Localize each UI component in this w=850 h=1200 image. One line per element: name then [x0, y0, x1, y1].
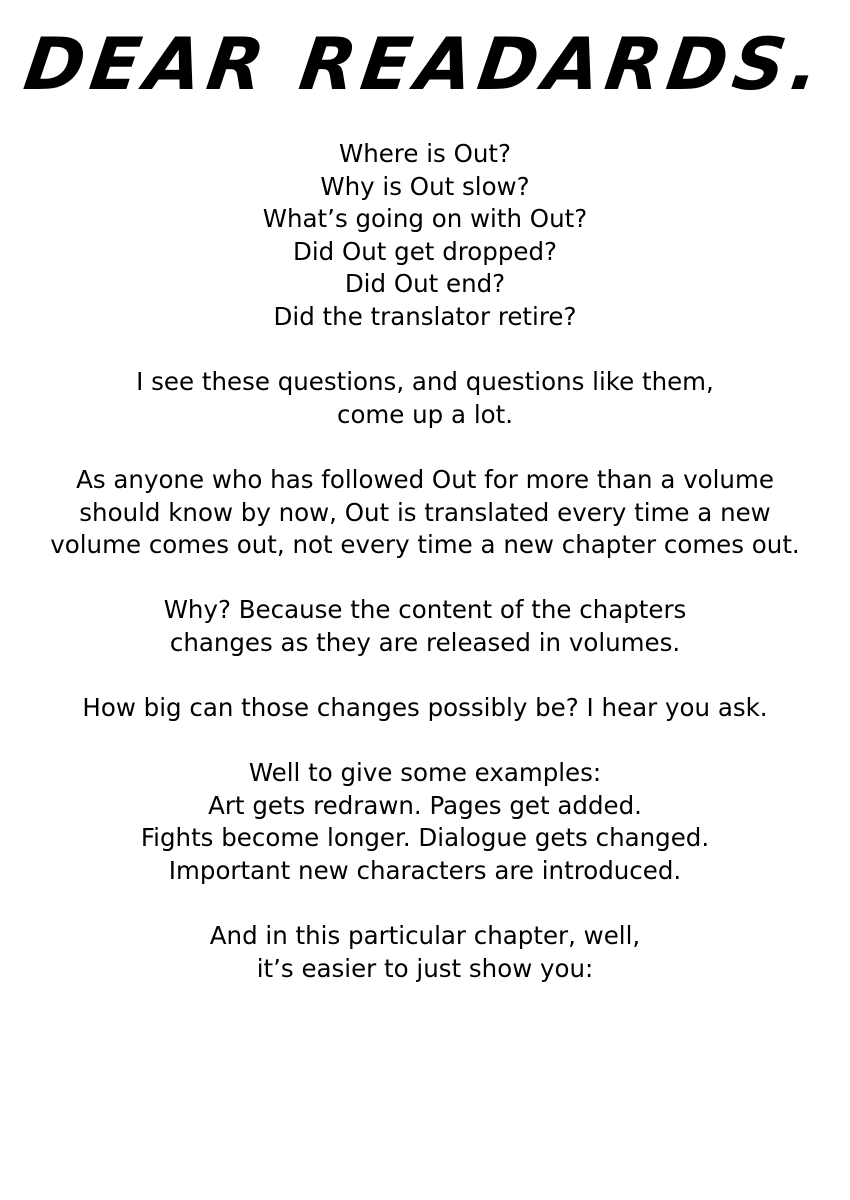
paragraph-explanation	[30, 464, 820, 562]
text-line: Did Out end?	[344, 269, 506, 299]
text-line: Well to give some examples:	[248, 758, 602, 788]
paragraph-closing	[30, 920, 820, 985]
text-line: changes as they are released in volumes.	[169, 627, 681, 657]
text-line: come up a lot.	[336, 399, 514, 429]
paragraph-question	[30, 692, 820, 725]
text-line: Fights become longer. Dialogue gets changed.	[140, 823, 710, 853]
text-line: I see these questions, and questions like them,	[136, 367, 714, 397]
paragraph-reason	[30, 594, 820, 659]
text-line: Important new characters are introduced.	[168, 856, 682, 886]
text-line: What’s going on with Out?	[262, 204, 588, 234]
text-line: Why? Because the content of the chapters	[163, 595, 687, 625]
text-line: Art gets redrawn. Pages get added.	[208, 790, 642, 820]
text-line: Why is Out slow?	[320, 171, 530, 201]
text-line: should know by now, Out is translated every time a new	[79, 497, 771, 527]
page-title: DEAR READARDS.	[19, 22, 831, 106]
paragraph-intro	[30, 366, 820, 431]
text-line: As anyone who has followed Out for more than a volume	[76, 464, 774, 494]
paragraph-questions	[30, 138, 820, 334]
text-line: Did Out get dropped?	[292, 236, 558, 266]
text-line: volume comes out, not every time a new chapter comes out.	[50, 530, 800, 560]
letter-body	[30, 138, 820, 1018]
text-line: it’s easier to just show you:	[256, 953, 594, 983]
text-line: Where is Out?	[338, 139, 511, 168]
paragraph-examples	[30, 757, 820, 887]
text-line: How big can those changes possibly be? I hear you ask.	[82, 693, 768, 723]
text-line: And in this particular chapter, well,	[209, 921, 641, 951]
text-line: Did the translator retire?	[273, 301, 577, 331]
